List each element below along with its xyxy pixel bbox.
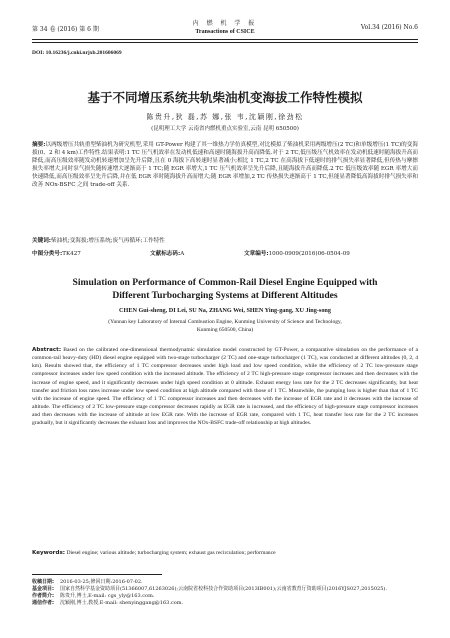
keywords-en-label: Keywords: [32, 550, 66, 556]
affiliation-en-line2: Kunming 650500, China) [196, 327, 254, 333]
title-cn: 基于不同增压系统共轨柴油机变海拔工作特性模拟 [87, 90, 363, 105]
header-issue-en: Vol.34 (2016) No.6 [360, 24, 418, 31]
keywords-cn-text: 柴油机;变海拔;增压系统;废气再循环;工作特性 [51, 238, 165, 244]
abstract-cn-text: 以两级增压共轨重型柴油机为研究机型,采用 GT-Power 构建了其一维热力学仿真模型,对比模拟了柴油机采用两级增压(2 TC)和单级增压(1 TC)的变海拔(0、2 和 4 km)工作特性.结果表明:1 TC 压气机效率在发动机低速和高速时随海拔升高而降低.对于 2 TC,低压级压气机效率在发动机低速时随海拔升高而降低,而高压级效率随发动机转速增加呈先升后降,且在 0 海拔下高转速时显著减小;相比 1 TC,2 TC 在高海拔下低速时的排气损失率显著降低,但传热与摩擦损失率增大,同时泵气损失随转速增大逐渐高于 1 TC;随 EGR 率增大,1 TC 压气机效率呈先升后降,且随海拔升高而降低.2 TC 低压级效率随 EGR 率增大而快速降低,而高压级效率呈先升后降,并在低 EGR 率时随海拔升高而增大;随 EGR 率增加,2 TC 传热损失逐渐高于 1 TC,但能显著降低高海拔时排气损失率和改善 NOx-BSFC 之间 trade-off 关系. [32, 142, 418, 189]
abstract-cn [32, 141, 418, 190]
title-en-line2: Different Turbocharging Systems at Different Altitudes [112, 290, 338, 301]
abstract-en [32, 346, 418, 428]
title-en [0, 276, 450, 302]
affiliation-en-line1: (Yunnan key Laboratory of Internal Combustion Engine, Kunming University of Science and Technology, [108, 319, 342, 325]
footnote-rule [32, 574, 162, 575]
affiliation-en [50, 318, 400, 334]
header-rule-thin [32, 42, 418, 43]
authors-cn: 陈贵升,狄 磊,苏 娜,张 韦,沈颖刚,徐劲松 [146, 113, 304, 121]
doi[interactable]: DOI: 10.16236/j.cnki.nrjxb.201606069 [32, 50, 122, 56]
keywords-en-text: Diesel engine; various altitude; turbocharging system; exhaust gas recirculation; performance [66, 550, 276, 556]
footnote-funding: 基金项目: 国家自然科学基金资助项目(51366007,61263026);云南院省校科技合作资助项目(2013IB001);云南省教育厅资助项目(2016YJS027,2015025). [32, 586, 387, 593]
abstract-en-label: Abstract: [32, 347, 62, 353]
clc-number: 中图分类号:TK427 [32, 251, 81, 257]
document-code: 文献标志码:A [150, 251, 185, 257]
title-en-line1: Simulation on Performance of Common-Rail Diesel Engine Equipped with [72, 277, 378, 288]
footnote-author: 作者简介: 陈贵升,博士,E-mail: cgs_yly@163.com. [32, 593, 155, 600]
abstract-cn-label: 摘要: [32, 142, 46, 148]
footnote-corresponding: 通信作者: 沈颖刚,博士,教授,E-mail: shenyinggang@163.com. [32, 600, 184, 607]
footnotes [32, 579, 418, 607]
header-rule [32, 39, 418, 40]
affiliation-cn: (昆明理工大学 云南省内燃机重点实验室,云南 昆明 650500) [151, 126, 299, 132]
footnote-received: 收稿日期: 2016-03-25;修回日期:2016-07-02. [32, 579, 143, 585]
header-journal-cn: 内 燃 机 学 报 [192, 20, 258, 27]
abstract-en-text: Based on the calibrated one-dimensional thermodynamic simulation model constructed by GT-Power, a comparative simulation on the performance of a common-rail heavy-duty (HD) diesel engine equipped with two-stage turbocharger (2 TC) and one-stage turbocharger (1 TC), was conducted at different altitudes (0, 2, 4 km). Results showed that, the efficiency of 1 TC compressor decreases under high load and low speed condition, while the efficiency of 2 TC low-pressure stage compressor increases under low speed condition with the increased altitude. The efficiency of 2 TC high-pressure stage compressor increases and then decreases with the increase of engine speed, and it significantly decreases under high speed condition at 0 altitude. Exhaust energy loss rate for the 2 TC decreases significantly, but heat transfer and friction loss rates increase under low speed condition at high altitude compared with those of 1 TC. Meanwhile, the pumping loss is higher than that of 1 TC with the increase of engine speed. The efficiency of 1 TC compressor increases and then decreases with the increase of EGR rate and it decreases with the increase of altitude. The efficiency of 2 TC low-pressure stage compressor decreases rapidly as EGR rate is increased, and the efficiency of high-pressure stage compressor increases and then decreases with the increase of altitude at low EGR rate. With the increase of EGR rate, compared with 1 TC, heat transfer loss rate for the 2 TC increases gradually, but it significantly decreases the exhaust loss and improves the NOx-BSFC trade-off relationship at high altitudes. [32, 347, 418, 427]
running-header [32, 16, 418, 38]
article-id: 文章编号:1000-0909(2016)06-0504-09 [244, 251, 350, 257]
header-issue-cn: 第 34 卷 (2016) 第 6 期 [32, 26, 99, 33]
keywords-en [32, 549, 418, 557]
header-journal-en: Transactions of CSICE [195, 29, 255, 35]
keywords-cn-label: 关键词: [32, 238, 52, 244]
keywords-cn [32, 237, 418, 245]
authors-en: CHEN Gui-sheng, DI Lei, SU Na, ZHANG Wei, SHEN Ying-gang, XU Jing-song [119, 307, 331, 314]
